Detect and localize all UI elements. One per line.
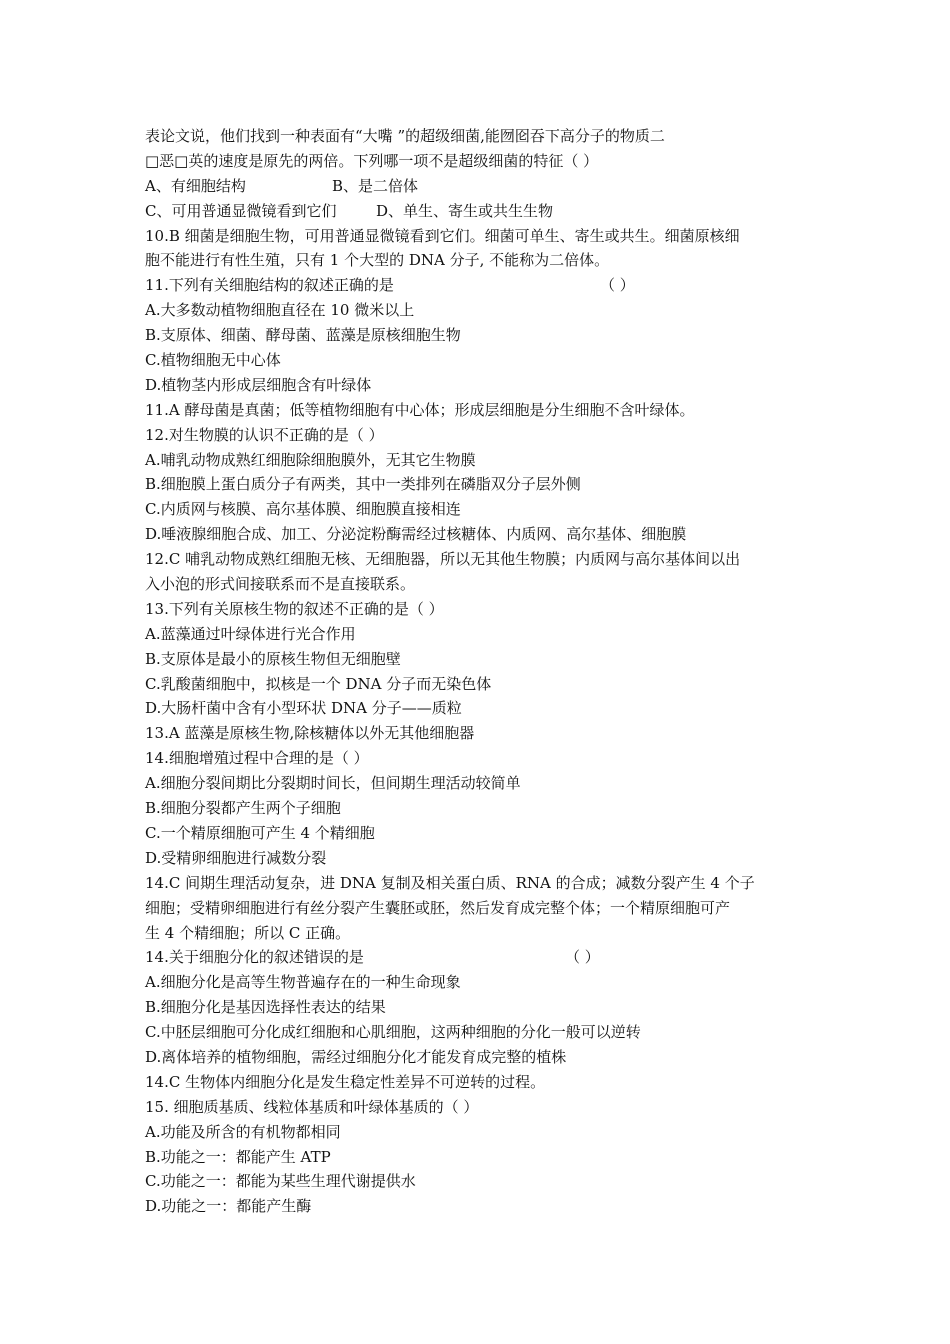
- question-text: 14.关于细胞分化的叙述错误的是: [145, 948, 364, 967]
- option-line: C.一个精原细胞可产生 4 个精细胞: [145, 823, 375, 842]
- option-line: C.植物细胞无中心体: [145, 351, 281, 370]
- question-text: 11.下列有关细胞结构的叙述正确的是: [145, 276, 394, 295]
- answer-line: 12.C 哺乳动物成熟红细胞无核、无细胞器，所以无其他生物膜；内质网与高尔基体间以出: [145, 550, 741, 569]
- option-line: B.细胞分化是基因选择性表达的结果: [145, 998, 386, 1017]
- answer-line: 生 4 个精细胞；所以 C 正确。: [145, 923, 351, 942]
- answer-line: 细胞；受精卵细胞进行有丝分裂产生囊胚或胚，然后发育成完整个体；一个精原细胞可产: [145, 898, 731, 917]
- answer-bracket: （ ）: [565, 948, 600, 967]
- option-line: C.乳酸菌细胞中，拟核是一个 DNA 分子而无染色体: [145, 674, 492, 693]
- option-line: C.内质网与核膜、高尔基体膜、细胞膜直接相连: [145, 500, 461, 519]
- answer-line: 入小泡的形式间接联系而不是直接联系。: [145, 575, 416, 594]
- option-b: B、是二倍体: [332, 176, 419, 195]
- option-line: C.中胚层细胞可分化成红细胞和心肌细胞，这两种细胞的分化一般可以逆转: [145, 1023, 641, 1042]
- option-line: B.支原体、细菌、酵母菌、蓝藻是原核细胞生物: [145, 326, 461, 345]
- option-c: C、可用普通显微镜看到它们: [145, 201, 337, 220]
- option-line: A.功能及所含的有机物都相同: [145, 1122, 341, 1141]
- option-line: D.功能之一：都能产生酶: [145, 1197, 312, 1216]
- answer-line: 14.C 间期生理活动复杂，进 DNA 复制及相关蛋白质、RNA 的合成；减数分裂产生 4 个子: [145, 873, 755, 892]
- option-line: A.大多数动植物细胞直径在 10 微米以上: [145, 301, 415, 320]
- option-line: A.蓝藻通过叶绿体进行光合作用: [145, 624, 356, 643]
- answer-line: 胞不能进行有性生殖，只有 1 个大型的 DNA 分子, 不能称为二倍体。: [145, 251, 610, 270]
- option-row: [145, 199, 810, 224]
- option-a: A、有细胞结构: [145, 176, 246, 195]
- option-line: D.植物茎内形成层细胞含有叶绿体: [145, 375, 372, 394]
- option-line: C.功能之一：都能为某些生理代谢提供水: [145, 1172, 416, 1191]
- option-line: B.支原体是最小的原核生物但无细胞壁: [145, 649, 401, 668]
- answer-line: 11.A 酵母菌是真菌；低等植物细胞有中心体；形成层细胞是分生细胞不含叶绿体。: [145, 400, 695, 419]
- answer-bracket: （ ）: [600, 276, 635, 295]
- option-line: D.唾液腺细胞合成、加工、分泌淀粉酶需经过核糖体、内质网、高尔基体、细胞膜: [145, 525, 687, 544]
- answer-line: 14.C 生物体内细胞分化是发生稳定性差异不可逆转的过程。: [145, 1072, 546, 1091]
- option-row: [145, 174, 810, 199]
- option-line: D.离体培养的植物细胞，需经过细胞分化才能发育成完整的植株: [145, 1047, 567, 1066]
- answer-line: 10.B 细菌是细胞生物，可用普通显微镜看到它们。细菌可单生、寄生或共生。细菌原核细: [145, 226, 740, 245]
- text-line: 表论文说，他们找到一种表面有“大嘴 ”的超级细菌,能囫囵吞下高分子的物质二: [145, 127, 665, 145]
- question-line: [145, 945, 810, 970]
- question-line: [145, 273, 810, 298]
- option-line: B.功能之一：都能产生 ATP: [145, 1147, 331, 1166]
- option-d: D、单生、寄生或共生生物: [376, 201, 554, 220]
- option-line: A.细胞分化是高等生物普遍存在的一种生命现象: [145, 973, 461, 992]
- option-line: D.大肠杆菌中含有小型环状 DNA 分子——质粒: [145, 699, 462, 718]
- option-line: B.细胞膜上蛋白质分子有两类，其中一类排列在磷脂双分子层外侧: [145, 475, 581, 494]
- option-line: B.细胞分裂都产生两个子细胞: [145, 799, 341, 818]
- document-body: [145, 124, 810, 1219]
- question-line: 13.下列有关原核生物的叙述不正确的是（ ）: [145, 599, 444, 618]
- option-line: A.哺乳动物成熟红细胞除细胞膜外，无其它生物膜: [145, 450, 476, 469]
- option-line: D.受精卵细胞进行减数分裂: [145, 848, 327, 867]
- question-line: 15. 细胞质基质、线粒体基质和叶绿体基质的（ ）: [145, 1097, 479, 1116]
- text-line: □恶□英的速度是原先的两倍。下列哪一项不是超级细菌的特征（ ）: [145, 151, 599, 170]
- question-line: 14.细胞增殖过程中合理的是（ ）: [145, 749, 369, 768]
- question-line: 12.对生物膜的认识不正确的是（ ）: [145, 425, 384, 444]
- option-line: A.细胞分裂间期比分裂期时间长，但间期生理活动较简单: [145, 774, 521, 793]
- answer-line: 13.A 蓝藻是原核生物,除核糖体以外无其他细胞器: [145, 724, 475, 743]
